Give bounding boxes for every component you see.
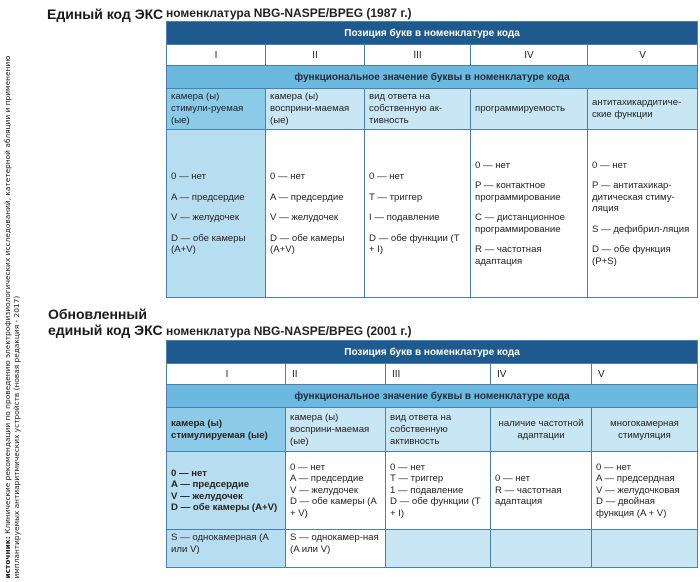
code-item: D — обе камеры (A+V) [171, 232, 246, 256]
position-cell: III [365, 45, 471, 66]
function-title-row [167, 66, 698, 89]
header-cell: вид ответа на собственную активность [386, 408, 491, 452]
position-cell: IV [491, 364, 592, 385]
position-cell: V [592, 364, 698, 385]
section2-subtitle: единый код ЭКС [48, 322, 163, 338]
position-cell: I [167, 364, 286, 385]
source-label: источник: [3, 536, 12, 579]
section2-title: Обновленный [48, 306, 147, 322]
empty-cell [386, 530, 491, 568]
code-item: P — антитахикар-дитическая стиму-ляция [592, 180, 675, 215]
table-title: Позиция букв в номенклатуре кода [167, 341, 698, 364]
code-item: A — предсердие [290, 473, 364, 485]
position-cell: III [386, 364, 491, 385]
code-item: D — обе функция (P+S) [592, 244, 671, 267]
position-cell: I [167, 45, 266, 66]
code-table-2001 [166, 340, 698, 568]
header-cell: антитахикардитиче-ские функции [588, 89, 698, 130]
table-title-row [167, 22, 698, 45]
section1-nomenclature: номенклатура NBG-NASPE/BPEG (1987 г.) [166, 6, 412, 20]
body-cell [588, 130, 698, 298]
position-row [167, 364, 698, 385]
code-item: A — предсердная [596, 473, 675, 485]
body-cell [471, 130, 588, 298]
header-cell: многокамерная стимуляция [592, 408, 698, 452]
body-cell [286, 452, 386, 530]
code-item: 0 — нет [592, 159, 627, 171]
code-item: T — триггер [369, 191, 423, 203]
extra-row [167, 530, 698, 568]
body-cell [592, 452, 698, 530]
source-note [0, 0, 24, 582]
code-item: S — дефибрил-ляция [592, 223, 690, 235]
header-cell: камера (ы) восприни-маемая (ые) [286, 408, 386, 452]
source-text: Клинические рекомендации по проведению электрофизиологических исследований, катетерной абляции и применению имплантируемых антиаритмических устройств (новая редакция - 2017) [3, 55, 21, 579]
header-cell: камера (ы) восприни-маемая (ые) [266, 89, 365, 130]
body-row [167, 452, 698, 530]
code-item: C — дистанционное программирование [475, 212, 565, 235]
extra-cell: S — однокамерная (A или V) [167, 530, 286, 568]
code-item: T — триггер [390, 473, 444, 485]
header-cell: программируемость [471, 89, 588, 130]
body-cell [266, 130, 365, 298]
body-cell [491, 452, 592, 530]
code-item: 0 — нет [369, 171, 404, 183]
function-title: функциональное значение буквы в номенклатуре кода [167, 66, 698, 89]
empty-cell [491, 530, 592, 568]
code-item: 0 — нет [171, 171, 206, 183]
table-title: Позиция букв в номенклатуре кода [167, 22, 698, 45]
section1-title: Единый код ЭКС [47, 6, 164, 22]
code-item: D — обе камеры (A + V) [290, 496, 377, 519]
empty-cell [592, 530, 698, 568]
code-item: V — желудочковая [596, 484, 680, 496]
body-cell [386, 452, 491, 530]
header-cell: камера (ы) стимули-руемая (ые) [167, 89, 266, 130]
header-row [167, 408, 698, 452]
function-title-row [167, 385, 698, 408]
body-cell [167, 452, 286, 530]
code-item: 0 — нет [290, 461, 325, 473]
section2-nomenclature: номенклатура NBG-NASPE/BPEG (2001 г.) [166, 324, 412, 338]
code-item: D — двойная функция (A + V) [596, 496, 667, 519]
code-item: A — предсердие [270, 191, 344, 203]
code-item: 0 — нет [495, 473, 530, 485]
header-cell: наличие частотной адаптации [491, 408, 592, 452]
code-item: 0 — нет [475, 159, 510, 171]
code-item: 1 — подавление [390, 484, 464, 496]
header-cell: вид ответа на собственную ак-тивность [365, 89, 471, 130]
code-item: V — желудочек [171, 212, 240, 224]
code-item: D — обе функции (T + I) [369, 232, 460, 256]
code-item: 0 — нет [270, 171, 305, 183]
code-item: V — желудочек [290, 484, 359, 496]
body-cell [167, 130, 266, 298]
extra-cell: S — однокамер-ная (A или V) [286, 530, 386, 568]
position-cell: II [266, 45, 365, 66]
code-item: R — частотная адаптация [475, 244, 542, 267]
position-cell: IV [471, 45, 588, 66]
header-cell: камера (ы) стимулируемая (ые) [167, 408, 286, 452]
code-item: 0 — нет [596, 461, 631, 473]
code-item: D — обе камеры (A+V) [270, 232, 345, 256]
code-item: V — желудочек [270, 212, 339, 224]
table-title-row [167, 341, 698, 364]
position-cell: V [588, 45, 698, 66]
body-row [167, 130, 698, 298]
code-item: I — подавление [369, 212, 440, 224]
code-item: D — обе функции (T + I) [390, 496, 481, 519]
function-title: функциональное значение буквы в номенклатуре кода [167, 385, 698, 408]
code-item: A — предсердие [171, 479, 250, 490]
code-item: R — частотная адаптация [495, 484, 562, 508]
code-item: D — обе камеры (A+V) [171, 502, 278, 513]
code-table-1987 [166, 21, 698, 298]
code-item: 0 — нет [171, 467, 207, 479]
code-item: V — желудочек [171, 490, 243, 502]
position-row [167, 45, 698, 66]
body-cell [365, 130, 471, 298]
position-cell: II [286, 364, 386, 385]
code-item: 0 — нет [390, 461, 425, 473]
code-item: P — контактное программирование [475, 180, 561, 203]
code-item: A — предсердие [171, 191, 245, 203]
header-row [167, 89, 698, 130]
